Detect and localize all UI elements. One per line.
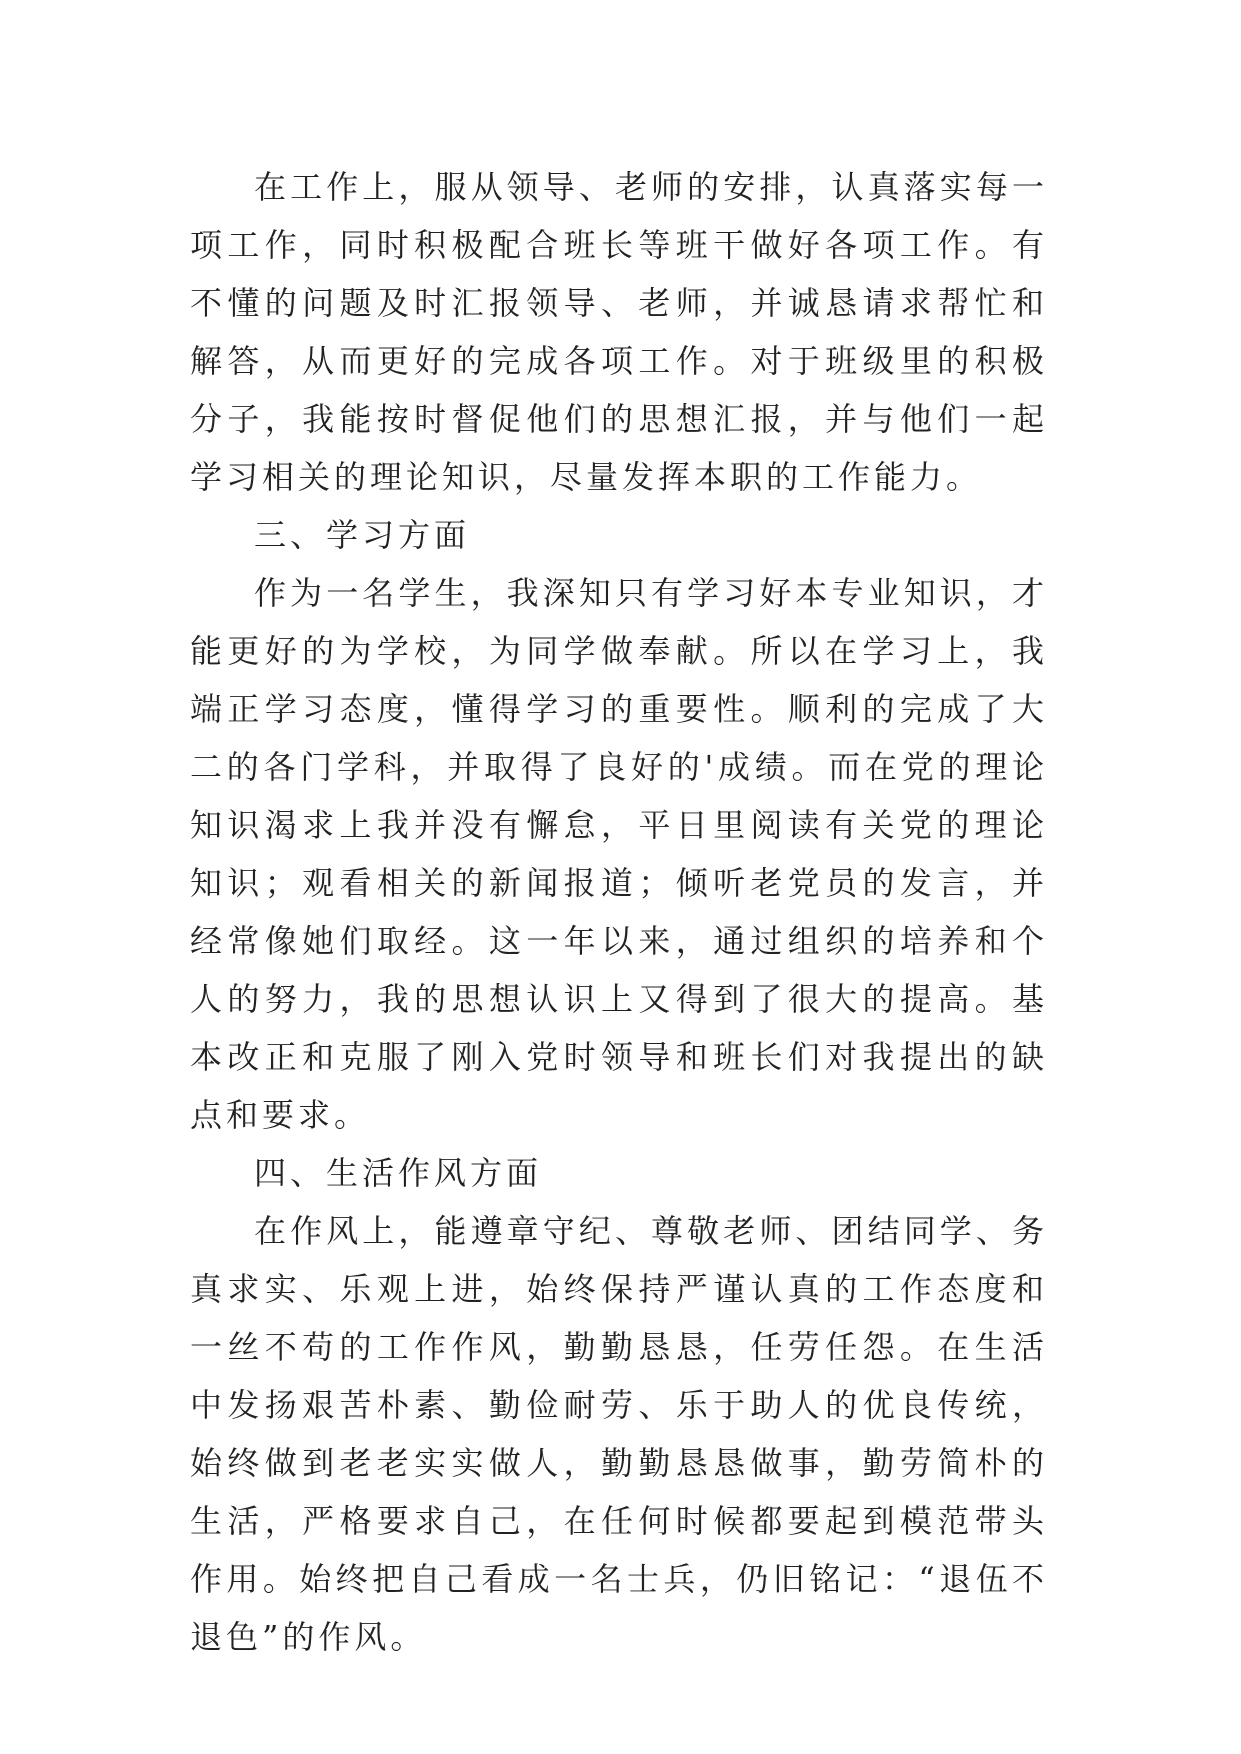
paragraph-work: 在工作上，服从领导、老师的安排，认真落实每一项工作，同时积极配合班长等班干做好各项工作。有不懂的问题及时汇报领导、老师，并诚恳请求帮忙和解答，从而更好的完成各项工作。对于班级里的积极分子，我能按时督促他们的思想汇报，并与他们一起学习相关的理论知识，尽量发挥本职的工作能力。 bbox=[190, 168, 1048, 496]
section-heading-lifestyle: 四、生活作风方面 bbox=[254, 1154, 543, 1192]
paragraph-study: 作为一名学生，我深知只有学习好本专业知识，才能更好的为学校，为同学做奉献。所以在学习上，我端正学习态度，懂得学习的重要性。顺利的完成了大二的各门学科，并取得了良好的'成绩。而在党的理论知识渴求上我并没有懈怠，平日里阅读有关党的理论知识；观看相关的新闻报道；倾听老党员的发言，并经常像她们取经。这一年以来，通过组织的培养和个人的努力，我的思想认识上又得到了很大的提高。基本改正和克服了刚入党时领导和班长们对我提出的缺点和要求。 bbox=[190, 574, 1048, 1134]
paragraph-lifestyle: 在作风上，能遵章守纪、尊敬老师、团结同学、务真求实、乐观上进，始终保持严谨认真的工作态度和一丝不苟的工作作风，勤勤恳恳，任劳任怨。在生活中发扬艰苦朴素、勤俭耐劳、乐于助人的优良传统，始终做到老老实实做人，勤勤恳恳做事，勤劳简朴的生活，严格要求自己，在任何时候都要起到模范带头作用。始终把自己看成一名士兵，仍旧铭记：“退伍不退色”的作风。 bbox=[190, 1212, 1048, 1656]
section-heading-study: 三、学习方面 bbox=[254, 516, 471, 554]
document-body bbox=[190, 158, 1048, 1666]
